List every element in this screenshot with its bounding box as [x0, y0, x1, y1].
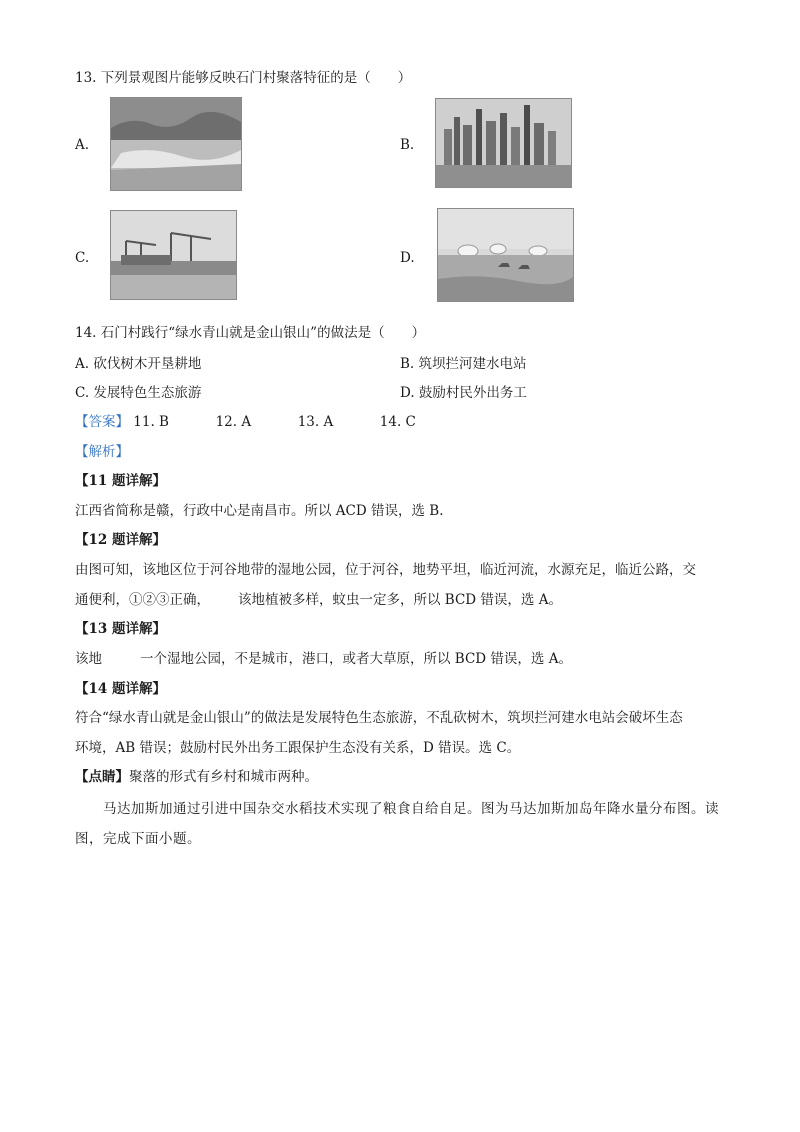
detail-11-tag: 【11 题详解】: [75, 473, 166, 489]
analysis-tag: 【解析】: [75, 444, 129, 460]
answer-item: 13. A: [297, 414, 334, 430]
next-intro-line2: 图，完成下面小题。: [75, 831, 201, 847]
q13-option-b-label: B.: [400, 137, 415, 153]
tip-tag: 【点睛】: [75, 769, 129, 785]
detail-12-text-line2: [75, 588, 562, 608]
q14-option-d: D. 鼓励村民外出务工: [400, 385, 527, 401]
detail-14-tag: 【14 题详解】: [75, 681, 166, 697]
answer-item: 12. A: [215, 414, 252, 430]
answer-item: 11. B: [133, 414, 169, 430]
tip-text: 聚落的形式有乡村和城市两种。: [129, 769, 318, 785]
harbor-cranes-photo: [110, 210, 237, 300]
answer-tag: 【答案】: [75, 414, 129, 430]
answer-item: 14. C: [379, 414, 416, 430]
q13-option-d-label: D.: [400, 250, 415, 266]
detail-14-text-line1: 符合“绿水青山就是金山银山”的做法是发展特色生态旅游，不乱砍树木，筑坝拦河建水电站会破坏生态: [75, 710, 683, 726]
detail-12-tag: 【12 题详解】: [75, 532, 166, 548]
detail-13-text: [75, 647, 572, 667]
tip-line: [75, 765, 318, 785]
detail-12-text-line2b: 该地植被多样，蚊虫一定多，所以 BCD 错误，选 A。: [238, 592, 562, 608]
q14-option-b: B. 筑坝拦河建水电站: [400, 356, 527, 372]
q14-option-c: C. 发展特色生态旅游: [75, 385, 202, 401]
grassland-yurts-photo: [437, 208, 574, 302]
q13-option-c-label: C.: [75, 250, 90, 266]
q14-option-a: A. 砍伐树木开垦耕地: [75, 356, 202, 372]
city-skyline-photo: [435, 98, 572, 188]
detail-12-text-line1: 由图可知，该地区位于河谷地带的湿地公园，位于河谷，地势平坦，临近河流，水源充足，临近公路，交: [75, 562, 696, 578]
detail-12-text-line2a: 通便利，①②③正确，: [75, 592, 210, 608]
detail-13-tag: 【13 题详解】: [75, 621, 166, 637]
next-intro-line1: 马达加斯加通过引进中国杂交水稻技术实现了粮食自给自足。图为马达加斯加岛年降水量分布图。读: [103, 801, 719, 817]
detail-11-text: 江西省简称是赣，行政中心是南昌市。所以 ACD 错误，选 B.: [75, 503, 444, 519]
answer-line: [75, 410, 416, 430]
wetland-park-photo: [110, 97, 242, 191]
detail-13-text-a: 该地: [75, 651, 102, 667]
q13-option-a-label: A.: [75, 137, 90, 153]
detail-13-text-b: 一个湿地公园，不是城市，港口，或者大草原，所以 BCD 错误，选 A。: [140, 651, 572, 667]
q13-stem: 13. 下列景观图片能够反映石门村聚落特征的是（ ）: [75, 70, 412, 86]
q14-stem: 14. 石门村践行“绿水青山就是金山银山”的做法是（ ）: [75, 325, 426, 341]
detail-14-text-line2: 环境，AB 错误；鼓励村民外出务工跟保护生态没有关系，D 错误。选 C。: [75, 740, 521, 756]
